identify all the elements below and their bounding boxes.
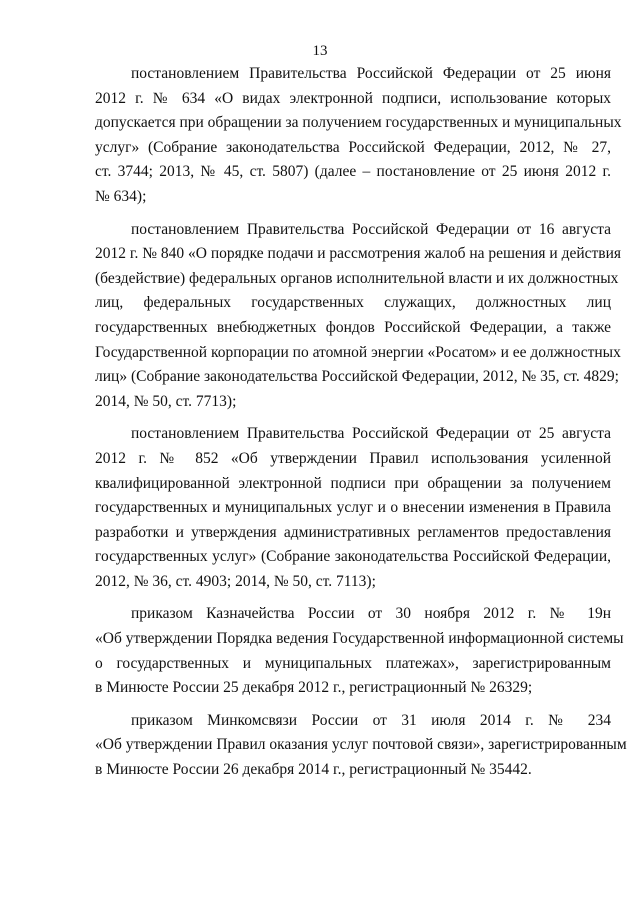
text-line: разработки и утверждения административных регламентов предоставления [95, 523, 611, 541]
text-line: «Об утверждении Правил оказания услуг почтовой связи», зарегистрированным [95, 736, 627, 754]
text-line: государственных внебюджетных фондов Российской Федерации, а также [95, 318, 611, 336]
paragraph [95, 62, 622, 210]
text-line: допускается при обращении за получением государственных и муниципальных [95, 114, 622, 132]
text-line: 2014, № 50, ст. 7713); [95, 392, 237, 410]
paragraph [95, 422, 611, 594]
text-line: Государственной корпорации по атомной энергии «Росатом» и ее должностных [95, 343, 621, 361]
text-line: постановлением Правительства Российской Федерации от 25 июня [131, 65, 611, 82]
text-line: «Об утверждении Порядка ведения Государственной информационной системы [95, 630, 624, 648]
paragraph [95, 709, 627, 783]
text-line: приказом Казначейства России от 30 ноября 2012 г. № 19н [131, 605, 611, 623]
text-line: квалифицированной электронной подписи при обращении за получением [95, 474, 611, 492]
text-line: о государственных и муниципальных платежах», зарегистрированным [95, 654, 611, 672]
text-line: ст. 3744; 2013, № 45, ст. 5807) (далее – постановление от 25 июня 2012 г. [95, 163, 611, 181]
document-body [95, 62, 627, 791]
text-line: лиц» (Собрание законодательства Российской Федерации, 2012, № 35, ст. 4829; [95, 368, 619, 386]
page-number: 13 [312, 43, 328, 59]
text-line: № 634); [95, 187, 147, 205]
text-line: 2012, № 36, ст. 4903; 2014, № 50, ст. 7113); [95, 572, 376, 590]
paragraph [95, 602, 624, 700]
text-line: государственных и муниципальных услуг и о внесении изменения в Правила [95, 499, 611, 517]
text-line: услуг» (Собрание законодательства Российской Федерации, 2012, № 27, [95, 138, 611, 156]
paragraph [95, 218, 622, 415]
text-line: постановлением Правительства Российской Федерации от 16 августа [131, 220, 611, 238]
text-line: 2012 г. № 852 «Об утверждении Правил использования усиленной [95, 449, 611, 467]
text-line: государственных услуг» (Собрание законодательства Российской Федерации, [95, 548, 611, 566]
text-line: в Минюсте России 26 декабря 2014 г., регистрационный № 35442. [95, 761, 532, 779]
text-line: в Минюсте России 25 декабря 2012 г., регистрационный № 26329; [95, 679, 533, 697]
text-line: приказом Минкомсвязи России от 31 июля 2014 г. № 234 [131, 711, 611, 729]
text-line: лиц, федеральных государственных служащих, должностных лиц [95, 294, 611, 312]
text-line: постановлением Правительства Российской Федерации от 25 августа [131, 425, 611, 443]
text-line: 2012 г. № 840 «О порядке подачи и рассмотрения жалоб на решения и действия [95, 245, 622, 263]
text-line: 2012 г. № 634 «О видах электронной подписи, использование которых [95, 89, 611, 107]
text-line: (бездействие) федеральных органов исполнительной власти и их должностных [95, 269, 619, 287]
